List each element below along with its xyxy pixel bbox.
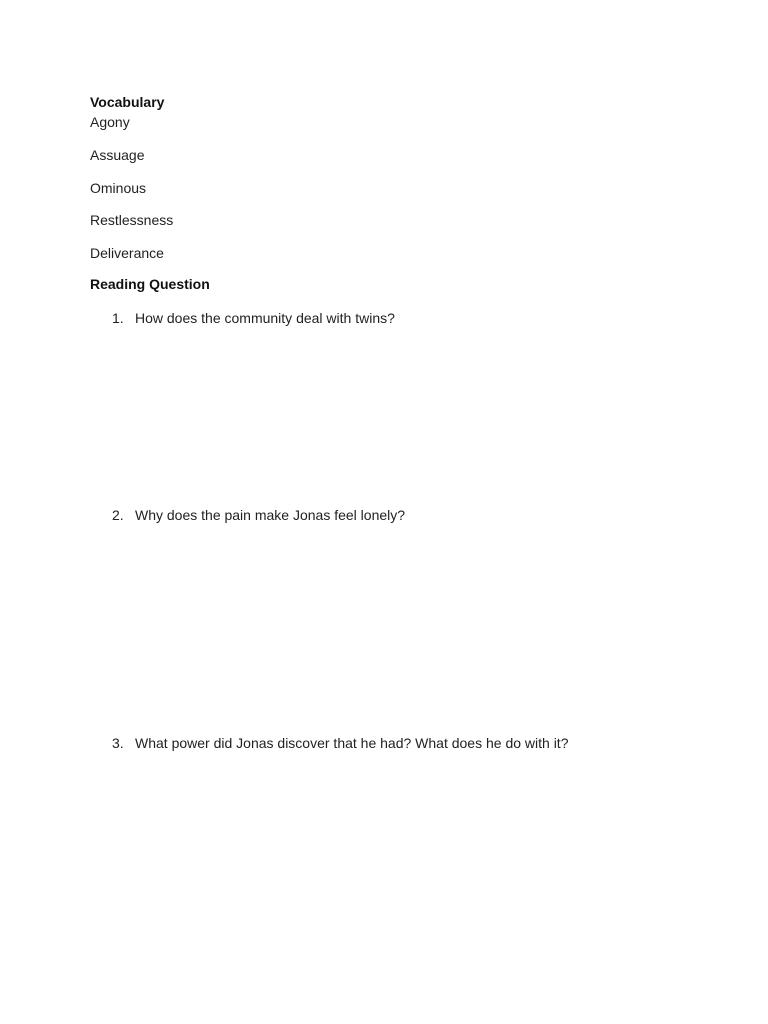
question-text: What power did Jonas discover that he had? What does he do with it? — [135, 735, 569, 751]
question-item-1 — [112, 310, 395, 326]
vocabulary-heading: Vocabulary — [90, 94, 165, 110]
question-number: 3. — [112, 735, 124, 751]
question-text: How does the community deal with twins? — [135, 310, 395, 326]
question-item-2 — [112, 507, 405, 523]
reading-question-heading: Reading Question — [90, 276, 210, 292]
question-item-3 — [112, 735, 568, 751]
vocab-word-ominous: Ominous — [90, 180, 147, 196]
question-text: Why does the pain make Jonas feel lonely? — [135, 507, 406, 523]
vocab-word-assuage: Assuage — [90, 147, 145, 163]
vocab-word-deliverance: Deliverance — [90, 245, 164, 261]
vocab-word-restlessness: Restlessness — [90, 212, 174, 228]
question-number: 1. — [112, 310, 124, 326]
question-number: 2. — [112, 507, 124, 523]
vocab-word-agony: Agony — [90, 114, 130, 130]
